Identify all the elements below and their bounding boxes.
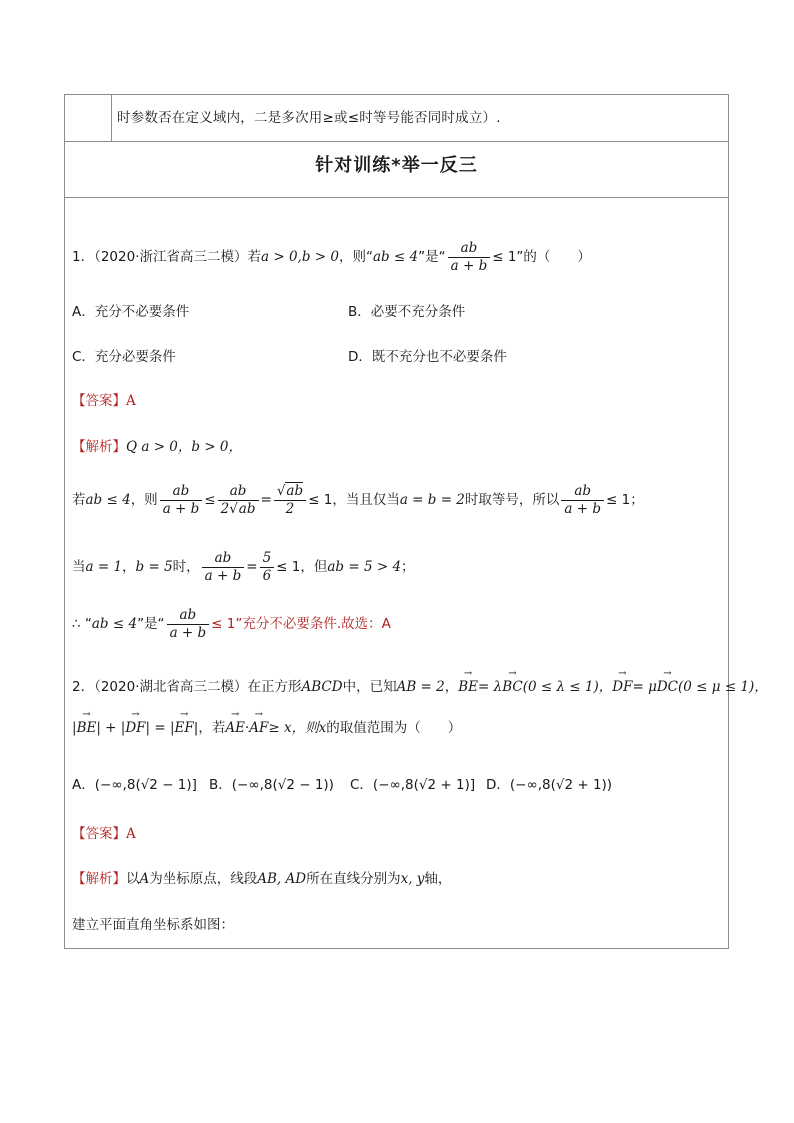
table-divider [65,197,728,198]
fraction: $\frac{√ab}{2}$ [274,483,306,518]
q2-stem-line-1: 2．（2020·湖北省高三二模）在正方形ABCD中，已知AB = 2，→ BE= λ→ BC(0 ≤ λ ≤ 1)，→ DF= μ→ DC(0 ≤ μ ≤ 1)， [72,675,768,695]
q2-option-b: B．(−∞,8(√2 − 1)) [209,777,334,793]
fraction: $\frac{ab}{a + b}$ [160,483,203,518]
q1-option-b: B．必要不充分条件 [348,304,466,320]
section-title: 针对训练*举一反三 [315,155,478,176]
q1-option-d: D．既不充分也不必要条件 [348,349,507,365]
fraction: $\frac{ab}{2√ab}$ [218,483,259,518]
q2-option-c: C．(−∞,8(√2 + 1)] [350,777,476,793]
table-divider [65,141,728,142]
q1-analysis-line-1: 【解析】Q a > 0，b > 0， [72,439,243,455]
fraction: $\frac{5}{6}$ [260,550,275,585]
q1-analysis-line-2: 若ab ≤ 4，则 $\frac{ab}{a + b}$ ≤ $\frac{ab}{2√ab}$ = $\frac{√ab}{2}$ ≤ 1，当且仅当a = b = 2时取等号，所以 $\frac{ab}{a + b}$ ≤ 1； [72,483,644,517]
top-cell-text: 时参数否在定义域内，二是多次用≥或≤时等号能否同时成立）. [117,110,501,126]
table-divider-vertical [111,95,112,141]
q1-stem: 1．（2020·浙江省高三二模）若a > 0,b > 0，则“ab ≤ 4”是“ $\frac{ab}{a + b}$ ≤ 1”的（ ） [72,240,591,274]
q2-option-a: A．(−∞,8(√2 − 1)] [72,777,197,793]
q2-stem-line-2: |→ BE| + |→ DF| = |→ EF|，若→ AE·→ AF≥ x，则x的取值范围为（ ） [72,716,461,736]
fraction: $\frac{ab}{a + b}$ [202,550,245,585]
fraction: $\frac{ab}{a + b}$ [448,240,491,275]
q2-option-d: D．(−∞,8(√2 + 1)) [486,777,613,793]
q1-option-a: A．充分不必要条件 [72,304,190,320]
content-table [64,94,768,949]
q1-analysis-line-3: 当a = 1，b = 5时， $\frac{ab}{a + b}$ = $\frac{5}{6}$ ≤ 1，但ab = 5 > 4； [72,550,415,584]
q1-option-c: C．充分必要条件 [72,349,176,365]
q1-analysis-line-4: ∴ “ab ≤ 4”是“ $\frac{ab}{a + b}$ ≤ 1”充分不必要条件.故选：A [72,607,391,641]
fraction: $\frac{ab}{a + b}$ [167,607,210,642]
q2-analysis-line-1: 【解析】以A为坐标原点，线段AB, AD所在直线分别为x, y轴， [72,871,452,887]
q1-answer: 【答案】A [72,393,136,409]
q2-answer: 【答案】A [72,826,136,842]
q2-analysis-line-2: 建立平面直角坐标系如图： [72,917,234,933]
fraction: $\frac{ab}{a + b}$ [561,483,604,518]
